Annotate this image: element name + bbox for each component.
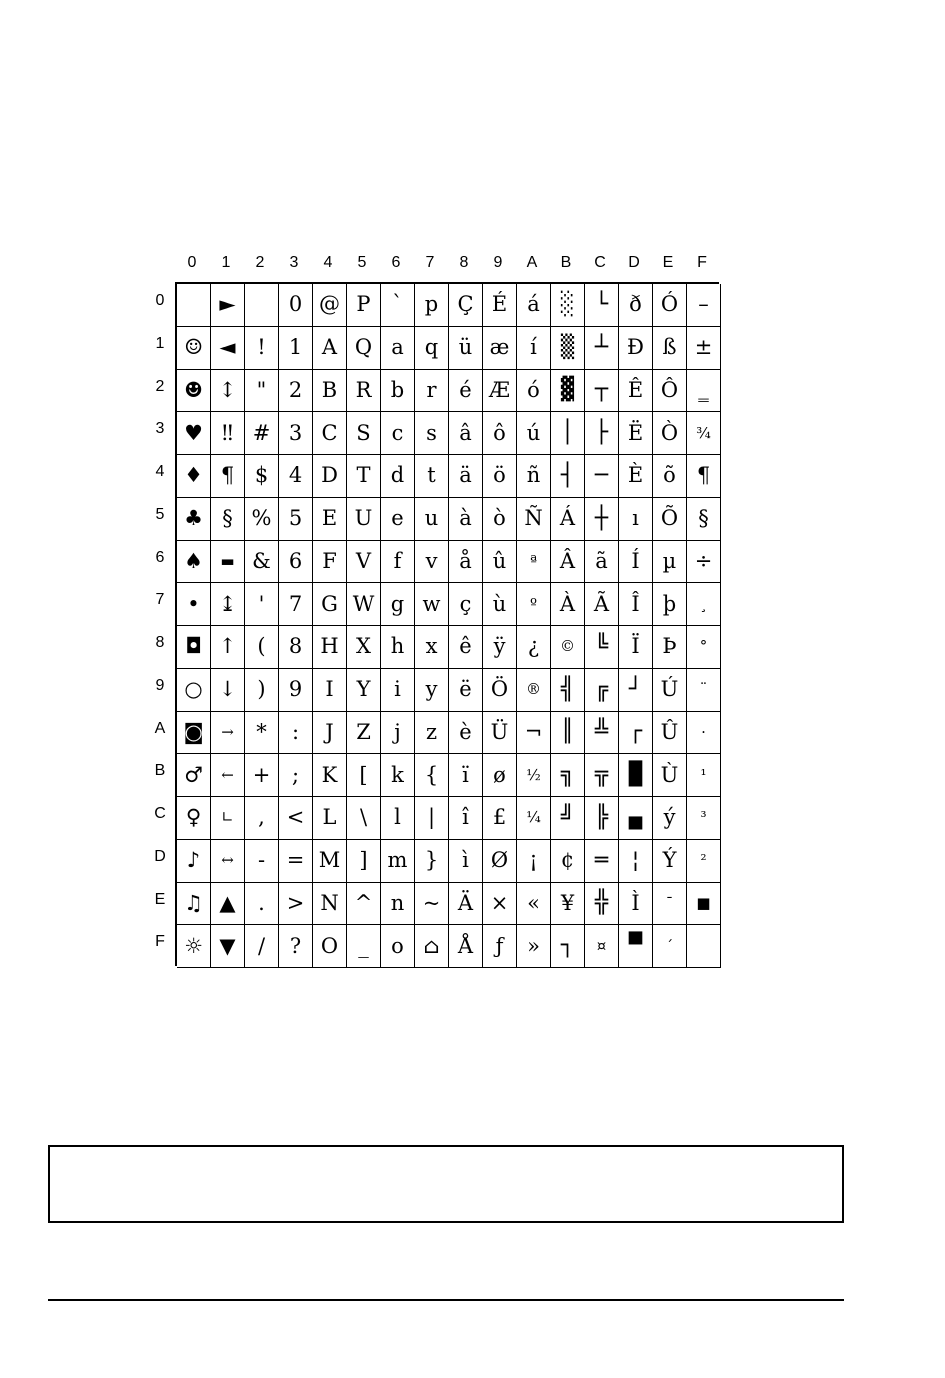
table-cell: t (415, 455, 449, 498)
table-cell: ç (449, 583, 483, 626)
table-cell: Ì (619, 883, 653, 926)
table-cell: ¦ (619, 840, 653, 883)
table-cell: Z (347, 712, 381, 755)
table-cell: R (347, 370, 381, 413)
table-cell: ▀ (619, 925, 653, 968)
column-header: 3 (289, 254, 299, 271)
table-cell: û (483, 541, 517, 584)
table-cell: 2 (279, 370, 313, 413)
table-cell: U (347, 498, 381, 541)
table-cell: ‗ (687, 370, 721, 413)
table-cell: Ñ (517, 498, 551, 541)
table-cell: S (347, 412, 381, 455)
table-cell: ¼ (517, 797, 551, 840)
table-cell: Þ (653, 626, 687, 669)
table-cell: ☺ (177, 327, 211, 370)
table-cell: o (381, 925, 415, 968)
table-cell: ! (245, 327, 279, 370)
table-cell: # (245, 412, 279, 455)
table-cell: a (381, 327, 415, 370)
column-header: 8 (459, 254, 469, 271)
table-cell: Ú (653, 669, 687, 712)
note-box (48, 1145, 844, 1223)
table-cell: Ç (449, 284, 483, 327)
table-cell: | (415, 797, 449, 840)
column-header: D (628, 254, 640, 271)
table-cell: ♫ (177, 883, 211, 926)
table-cell: + (245, 754, 279, 797)
table-cell: - (245, 840, 279, 883)
table-cell: J (313, 712, 347, 755)
table-cell: ó (517, 370, 551, 413)
table-cell: ª (517, 541, 551, 584)
table-cell: D (313, 455, 347, 498)
table-cell: v (415, 541, 449, 584)
footer-rule (48, 1299, 844, 1301)
table-cell: e (381, 498, 415, 541)
table-cell: ♥ (177, 412, 211, 455)
table-cell: O (313, 925, 347, 968)
table-cell: ¬ (517, 712, 551, 755)
table-cell: ╠ (585, 797, 619, 840)
table-cell: ╚ (585, 626, 619, 669)
table-cell: Ï (619, 626, 653, 669)
table-cell: 1 (279, 327, 313, 370)
table-cell: ` (381, 284, 415, 327)
table-cell: ▒ (551, 327, 585, 370)
table-cell: ◙ (177, 712, 211, 755)
row-header: F (155, 933, 165, 951)
table-cell: i (381, 669, 415, 712)
row-header: 5 (155, 505, 165, 523)
table-cell: × (483, 883, 517, 926)
table-cell: █ (619, 754, 653, 797)
table-cell: ¹ (687, 754, 721, 797)
table-cell: ® (517, 669, 551, 712)
table-cell: 4 (279, 455, 313, 498)
table-cell: å (449, 541, 483, 584)
table-cell: ^ (347, 883, 381, 926)
table-cell: , (245, 797, 279, 840)
table-cell: ← (211, 754, 245, 797)
table-cell: └ (585, 284, 619, 327)
table-cell: ã (585, 541, 619, 584)
table-cell: : (279, 712, 313, 755)
table-cell: ┴ (585, 327, 619, 370)
table-cell: u (415, 498, 449, 541)
table-cell: ─ (585, 455, 619, 498)
table-cell: É (483, 284, 517, 327)
table-cell: s (415, 412, 449, 455)
table-cell: ▓ (551, 370, 585, 413)
table-cell: Ä (449, 883, 483, 926)
table-cell: ¶ (687, 455, 721, 498)
table-cell: [ (347, 754, 381, 797)
table-cell: ‼ (211, 412, 245, 455)
table-cell: Î (619, 583, 653, 626)
table-cell (245, 284, 279, 327)
column-header: A (526, 254, 538, 271)
character-table (175, 282, 719, 966)
table-cell: ┘ (619, 669, 653, 712)
table-cell (687, 925, 721, 968)
table-cell: W (347, 583, 381, 626)
table-cell: X (347, 626, 381, 669)
table-cell: ╗ (551, 754, 585, 797)
table-cell: « (517, 883, 551, 926)
table-cell: Æ (483, 370, 517, 413)
table-cell: ╔ (585, 669, 619, 712)
table-cell: c (381, 412, 415, 455)
table-cell: ↓ (211, 669, 245, 712)
table-cell: │ (551, 412, 585, 455)
table-cell: ë (449, 669, 483, 712)
table-cell: < (279, 797, 313, 840)
row-header: 9 (155, 676, 165, 694)
table-cell: ú (517, 412, 551, 455)
table-cell: ■ (687, 883, 721, 926)
table-cell: § (211, 498, 245, 541)
row-header: 8 (155, 634, 165, 651)
column-header: E (662, 254, 674, 271)
table-cell: ı (619, 498, 653, 541)
row-header: 1 (155, 334, 165, 352)
table-cell: ¨ (687, 669, 721, 712)
table-cell: / (245, 925, 279, 968)
table-cell: w (415, 583, 449, 626)
table-cell: § (687, 498, 721, 541)
table-cell: h (381, 626, 415, 669)
table-cell: f (381, 541, 415, 584)
column-header: 2 (255, 254, 265, 271)
table-cell: ♂ (177, 754, 211, 797)
table-cell: ▄ (619, 797, 653, 840)
column-header: 9 (493, 254, 503, 271)
table-cell: ñ (517, 455, 551, 498)
table-cell: ☼ (177, 925, 211, 968)
table-cell: ↑ (211, 626, 245, 669)
table-cell: ' (245, 583, 279, 626)
table-cell: ♪ (177, 840, 211, 883)
table-cell: ║ (551, 712, 585, 755)
table-cell: ± (687, 327, 721, 370)
row-header: 0 (155, 292, 165, 309)
table-cell: ì (449, 840, 483, 883)
table-cell: ¥ (551, 883, 585, 926)
table-cell: Å (449, 925, 483, 968)
table-cell: ° (687, 626, 721, 669)
table-cell: ý (653, 797, 687, 840)
table-cell: E (313, 498, 347, 541)
table-cell: ô (483, 412, 517, 455)
column-header: C (594, 254, 606, 271)
table-cell: ☻ (177, 370, 211, 413)
table-cell: V (347, 541, 381, 584)
table-cell: Õ (653, 498, 687, 541)
table-cell: & (245, 541, 279, 584)
table-cell: · (687, 712, 721, 755)
table-cell: ╝ (551, 797, 585, 840)
row-header: C (154, 805, 166, 822)
table-cell: Ø (483, 840, 517, 883)
table-cell: r (415, 370, 449, 413)
table-cell: ] (347, 840, 381, 883)
table-cell: ¤ (585, 925, 619, 968)
column-header: 0 (187, 254, 197, 271)
table-cell: = (279, 840, 313, 883)
table-cell: ◄ (211, 327, 245, 370)
table-cell: õ (653, 455, 687, 498)
table-cell: ÿ (483, 626, 517, 669)
table-cell: m (381, 840, 415, 883)
table-cell: ╬ (585, 883, 619, 926)
table-cell: } (415, 840, 449, 883)
table-cell: ¸ (687, 583, 721, 626)
table-cell: ê (449, 626, 483, 669)
table-cell: ß (653, 327, 687, 370)
table-cell: ƒ (483, 925, 517, 968)
table-cell: £ (483, 797, 517, 840)
table-cell: ¯ (653, 883, 687, 926)
row-header: 7 (155, 591, 165, 609)
table-cell: î (449, 797, 483, 840)
table-cell: ~ (415, 883, 449, 926)
table-cell: ┼ (585, 498, 619, 541)
table-cell: q (415, 327, 449, 370)
table-cell: ÷ (687, 541, 721, 584)
table-cell: á (517, 284, 551, 327)
table-cell: % (245, 498, 279, 541)
table-cell: M (313, 840, 347, 883)
table-cell: ´ (653, 925, 687, 968)
column-header: 5 (357, 254, 367, 271)
table-cell: 7 (279, 583, 313, 626)
table-cell: ♠ (177, 541, 211, 584)
table-cell: ▲ (211, 883, 245, 926)
table-cell: l (381, 797, 415, 840)
table-cell: À (551, 583, 585, 626)
table-cell: ï (449, 754, 483, 797)
table-cell: é (449, 370, 483, 413)
table-cell: ² (687, 840, 721, 883)
table-cell: ö (483, 455, 517, 498)
column-header: 6 (391, 254, 401, 271)
row-header: D (154, 847, 166, 865)
table-cell: ◘ (177, 626, 211, 669)
table-cell: Û (653, 712, 687, 755)
table-cell: \ (347, 797, 381, 840)
table-cell: ∟ (211, 797, 245, 840)
table-cell: Ü (483, 712, 517, 755)
table-cell: » (517, 925, 551, 968)
table-cell: Ò (653, 412, 687, 455)
table-cell: 6 (279, 541, 313, 584)
table-cell: ♀ (177, 797, 211, 840)
table-cell: p (415, 284, 449, 327)
table-cell: T (347, 455, 381, 498)
table-cell: → (211, 712, 245, 755)
table-cell: ♣ (177, 498, 211, 541)
table-cell: ¢ (551, 840, 585, 883)
table-cell: Ð (619, 327, 653, 370)
table-cell: n (381, 883, 415, 926)
table-cell: " (245, 370, 279, 413)
row-header: 3 (155, 420, 165, 438)
table-cell: ╩ (585, 712, 619, 755)
table-cell: { (415, 754, 449, 797)
table-cell: @ (313, 284, 347, 327)
table-cell: * (245, 712, 279, 755)
table-cell: ½ (517, 754, 551, 797)
table-cell: L (313, 797, 347, 840)
table-cell: B (313, 370, 347, 413)
table-cell: Ã (585, 583, 619, 626)
table-cell: • (177, 583, 211, 626)
table-cell: ╣ (551, 669, 585, 712)
table-cell: Í (619, 541, 653, 584)
table-cell: ┌ (619, 712, 653, 755)
table-cell: Ó (653, 284, 687, 327)
table-cell: ð (619, 284, 653, 327)
table-cell: ↨ (211, 583, 245, 626)
row-header: 6 (155, 548, 165, 566)
row-header: A (154, 719, 166, 737)
table-cell: F (313, 541, 347, 584)
table-cell: Ê (619, 370, 653, 413)
table-cell: Ý (653, 840, 687, 883)
table-cell: ► (211, 284, 245, 327)
table-cell: æ (483, 327, 517, 370)
table-cell: 0 (279, 284, 313, 327)
table-cell: ü (449, 327, 483, 370)
row-header: 2 (155, 377, 165, 395)
column-header: B (560, 254, 572, 271)
table-cell: µ (653, 541, 687, 584)
table-cell: $ (245, 455, 279, 498)
table-cell: ↕ (211, 370, 245, 413)
table-cell: b (381, 370, 415, 413)
table-cell: k (381, 754, 415, 797)
column-header: 7 (425, 254, 435, 271)
table-cell: ¶ (211, 455, 245, 498)
table-cell: Ë (619, 412, 653, 455)
table-cell: ? (279, 925, 313, 968)
table-cell: È (619, 455, 653, 498)
column-header: 1 (221, 254, 231, 271)
table-cell: Q (347, 327, 381, 370)
table-cell: ; (279, 754, 313, 797)
table-cell: P (347, 284, 381, 327)
table-cell: N (313, 883, 347, 926)
table-cell: ä (449, 455, 483, 498)
table-cell: j (381, 712, 415, 755)
row-header: B (154, 762, 166, 780)
table-cell: ³ (687, 797, 721, 840)
table-cell: I (313, 669, 347, 712)
table-cell: ┤ (551, 455, 585, 498)
table-cell: H (313, 626, 347, 669)
table-cell: Ö (483, 669, 517, 712)
table-cell: ¾ (687, 412, 721, 455)
table-cell: ═ (585, 840, 619, 883)
table-cell: . (245, 883, 279, 926)
column-header: 4 (323, 254, 333, 271)
table-cell: ▼ (211, 925, 245, 968)
table-cell: â (449, 412, 483, 455)
table-cell: ○ (177, 669, 211, 712)
table-cell: Ù (653, 754, 687, 797)
table-cell: x (415, 626, 449, 669)
row-header: E (154, 890, 166, 908)
table-cell: _ (347, 925, 381, 968)
table-cell: y (415, 669, 449, 712)
table-cell: Â (551, 541, 585, 584)
table-cell (177, 284, 211, 327)
table-cell: ▬ (211, 541, 245, 584)
table-cell: G (313, 583, 347, 626)
table-cell: C (313, 412, 347, 455)
table-cell: ↔ (211, 840, 245, 883)
table-cell: þ (653, 583, 687, 626)
table-cell: 8 (279, 626, 313, 669)
table-cell: ├ (585, 412, 619, 455)
table-cell: 3 (279, 412, 313, 455)
table-cell: z (415, 712, 449, 755)
table-cell: ♦ (177, 455, 211, 498)
table-cell: © (551, 626, 585, 669)
table-cell: ╦ (585, 754, 619, 797)
table-cell: g (381, 583, 415, 626)
table-cell: Á (551, 498, 585, 541)
table-cell: ░ (551, 284, 585, 327)
table-cell: ( (245, 626, 279, 669)
table-cell: > (279, 883, 313, 926)
table-cell: d (381, 455, 415, 498)
table-cell: 9 (279, 669, 313, 712)
table-cell: 5 (279, 498, 313, 541)
row-header: 4 (155, 463, 165, 480)
table-cell: è (449, 712, 483, 755)
table-cell: Y (347, 669, 381, 712)
table-cell: K (313, 754, 347, 797)
table-cell: ò (483, 498, 517, 541)
table-cell: ⌂ (415, 925, 449, 968)
table-cell: ¡ (517, 840, 551, 883)
table-cell: ¿ (517, 626, 551, 669)
table-cell: ) (245, 669, 279, 712)
table-cell: Ô (653, 370, 687, 413)
table-cell: ┬ (585, 370, 619, 413)
table-cell: – (687, 284, 721, 327)
table-cell: º (517, 583, 551, 626)
column-header: F (697, 254, 707, 271)
table-cell: í (517, 327, 551, 370)
table-cell: à (449, 498, 483, 541)
table-cell: ù (483, 583, 517, 626)
table-cell: ┐ (551, 925, 585, 968)
table-cell: A (313, 327, 347, 370)
table-cell: ø (483, 754, 517, 797)
